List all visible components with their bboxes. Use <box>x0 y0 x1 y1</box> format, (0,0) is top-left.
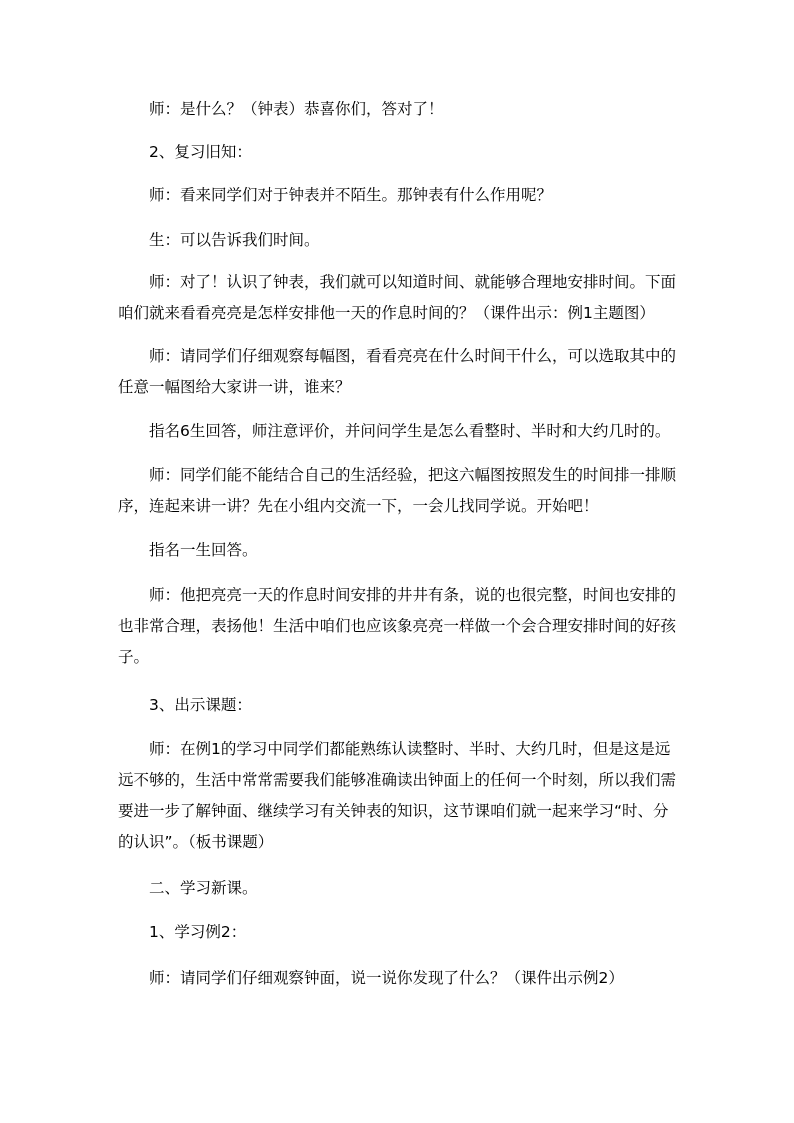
paragraph-1: 师：是什么？（钟表）恭喜你们，答对了！ <box>149 100 444 118</box>
paragraph-2: 2、复习旧知： <box>149 143 252 161</box>
paragraph-12: 师：在例1的学习中同学们都能熟练认读整时、半时、大约几时，但是这是远远不够的，生活中常常需要我们能够准确读出钟面上的任何一个时刻，所以我们需要进一步了解钟面、继续学习有关钟表的知识，这节课咱们就一起来学习“时、分的认识”。（板书课题） <box>118 740 677 851</box>
paragraph-14: 1、学习例2： <box>149 923 247 941</box>
paragraph-15: 师：请同学们仔细观察钟面，说一说你发现了什么？（课件出示例2） <box>149 969 624 987</box>
paragraph-4: 生：可以告诉我们时间。 <box>149 231 320 249</box>
paragraph-9: 指名一生回答。 <box>149 541 258 559</box>
paragraph-7: 指名6生回答，师注意评价，并问问学生是怎么看整时、半时和大约几时的。 <box>149 422 671 440</box>
paragraph-10: 师：他把亮亮一天的作息时间安排的井井有条，说的也很完整，时间也安排的也非常合理，表扬他！生活中咱们也应该象亮亮一样做一个会合理安排时间的好孩子。 <box>118 586 677 666</box>
paragraph-13: 二、学习新课。 <box>149 879 258 897</box>
paragraph-3: 师：看来同学们对于钟表并不陌生。那钟表有什么作用呢？ <box>149 186 553 204</box>
paragraph-5: 师：对了！认识了钟表，我们就可以知道时间、就能够合理地安排时间。下面咱们就来看看亮亮是怎样安排他一天的作息时间的？（课件出示：例1主题图） <box>118 273 677 322</box>
paragraph-8: 师：同学们能不能结合自己的生活经验，把这六幅图按照发生的时间排一排顺序，连起来讲一讲？先在小组内交流一下，一会儿找同学说。开始吧！ <box>118 466 677 515</box>
paragraph-11: 3、出示课题： <box>149 696 252 714</box>
paragraph-6: 师：请同学们仔细观察每幅图，看看亮亮在什么时间干什么，可以选取其中的任意一幅图给大家讲一讲，谁来？ <box>118 347 677 396</box>
